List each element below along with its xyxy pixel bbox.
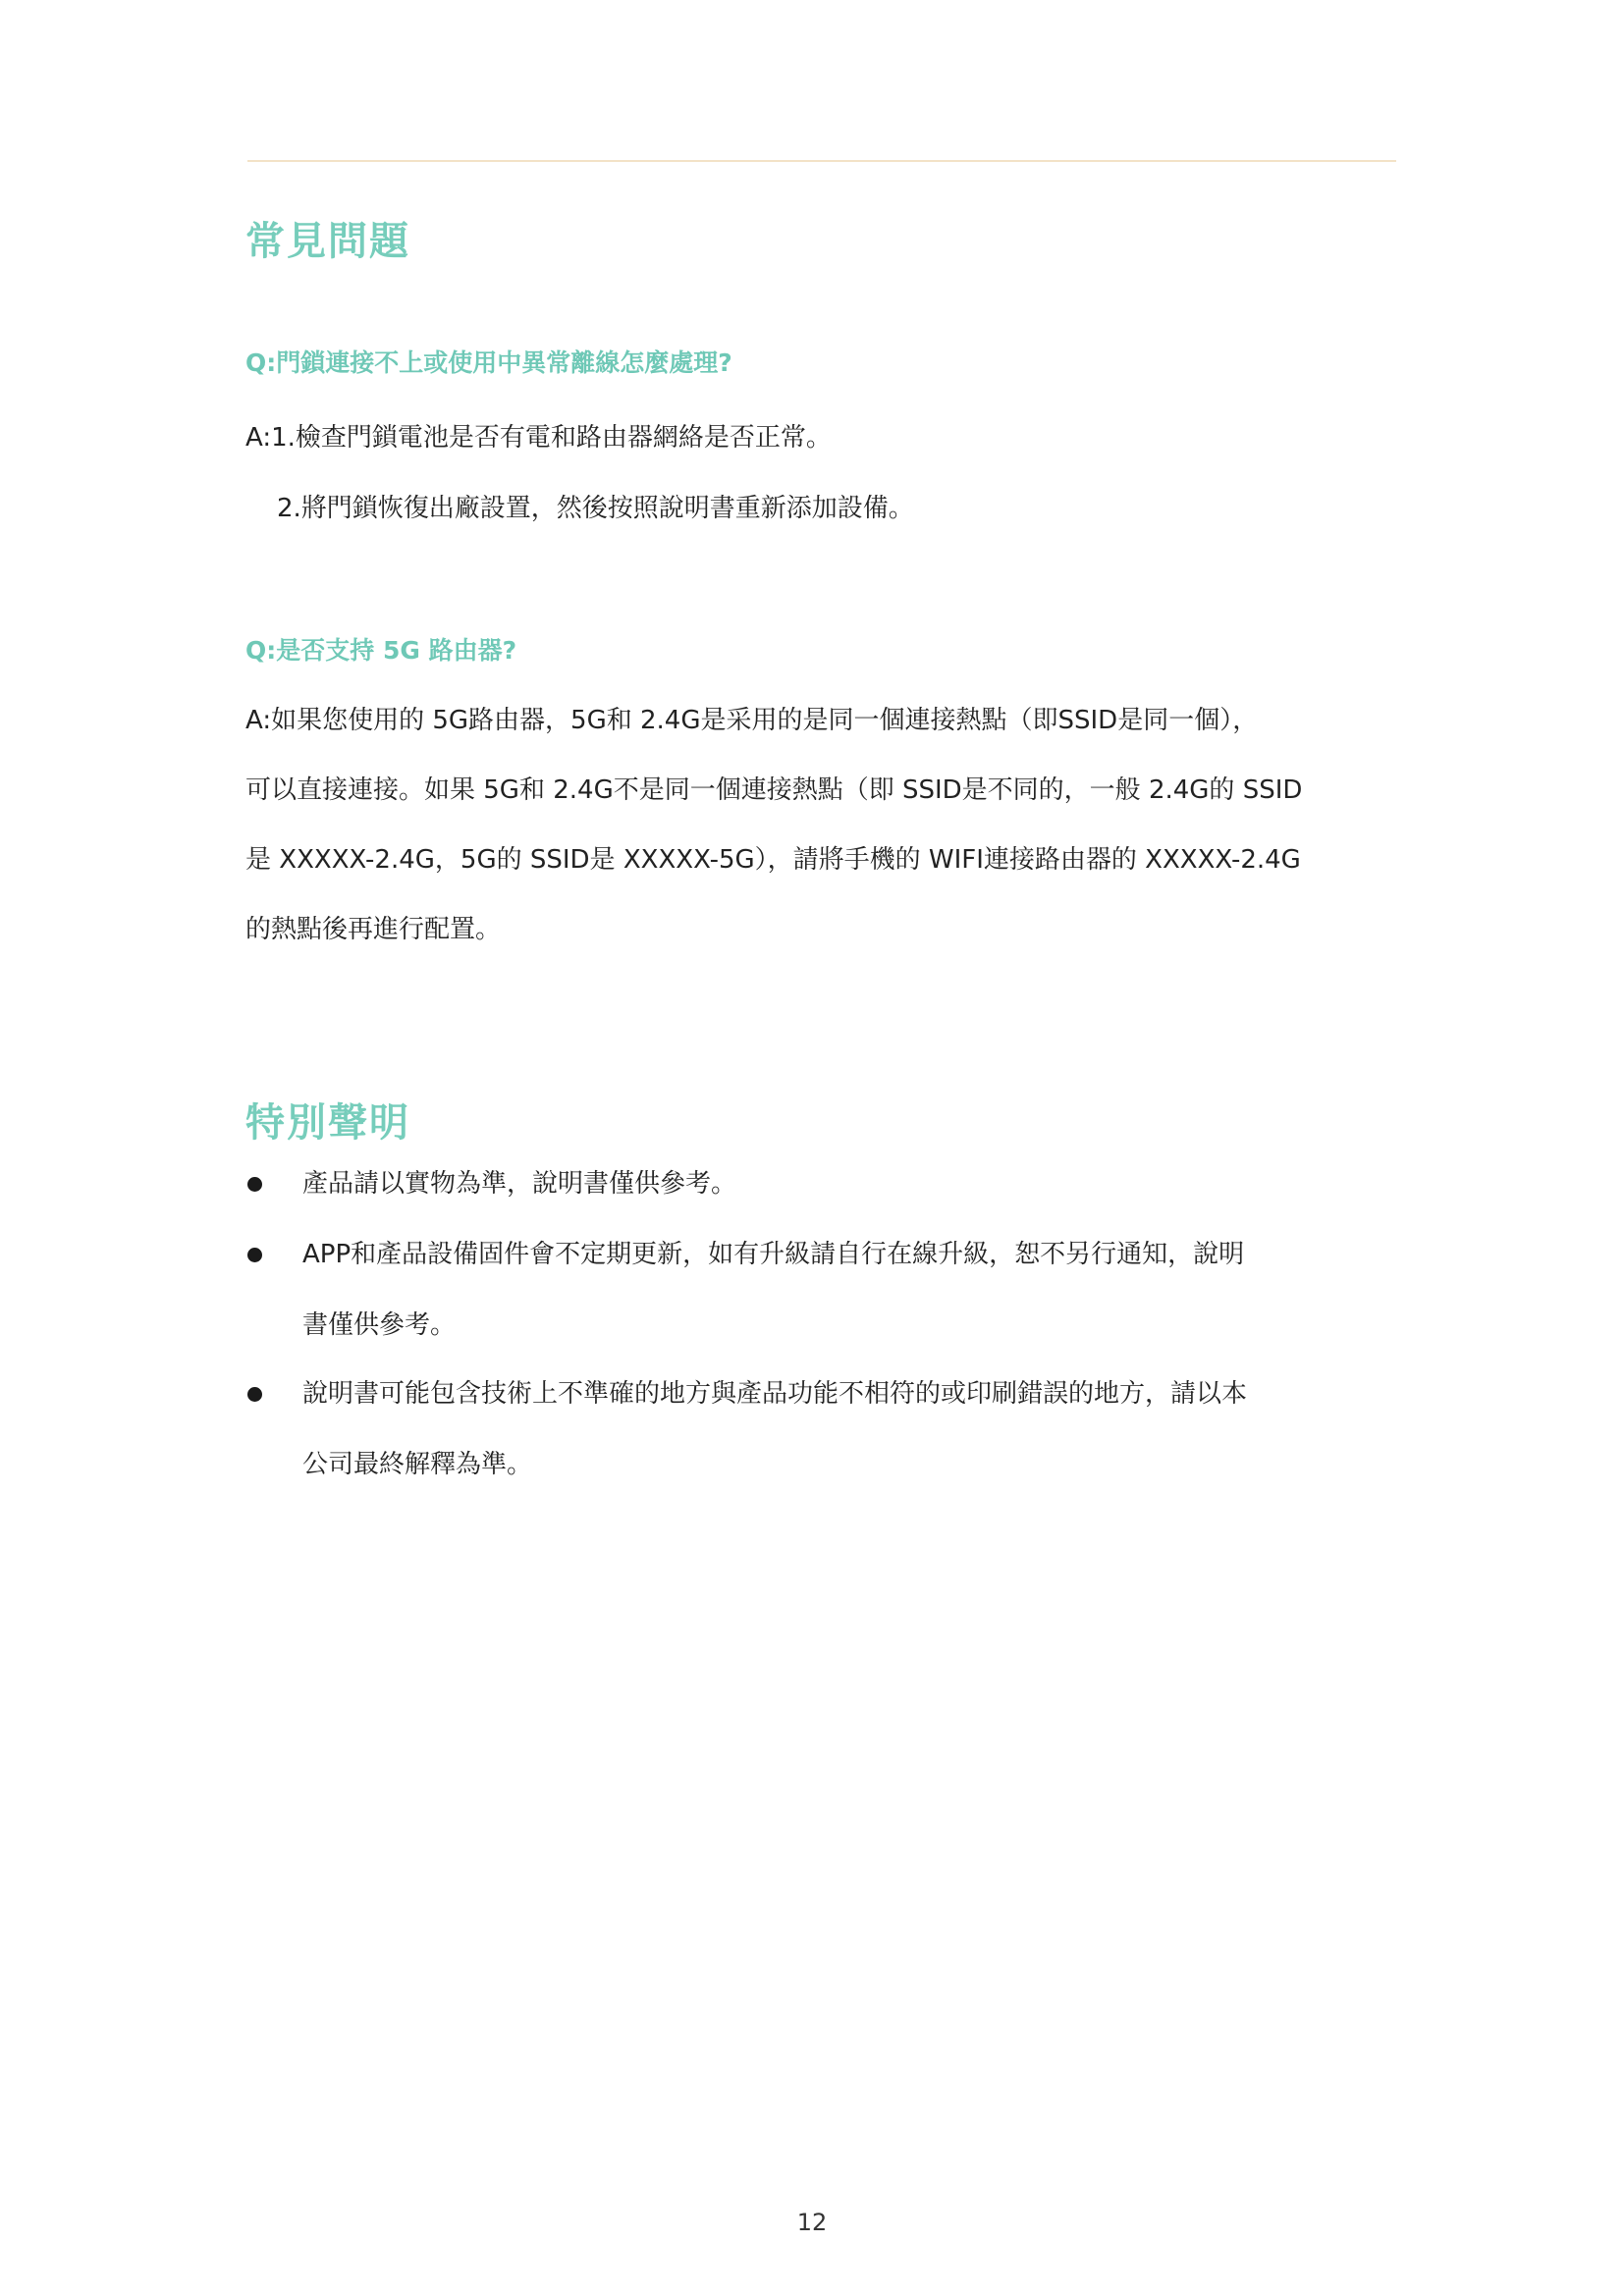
faq-answer-2-line-2: 可以直接連接。如果 5G和 2.4G不是同一個連接熱點（即 SSID是不同的，一般 2.4G的 SSID — [245, 775, 1303, 805]
disclaimer-item-3-line-1: 說明書可能包含技術上不準確的地方與產品功能不相符的或印刷錯誤的地方，請以本 — [302, 1379, 1248, 1409]
disclaimer-item-2-line-1: APP和產品設備固件會不定期更新，如有升級請自行在線升級，恕不另行通知，說明 — [302, 1240, 1245, 1269]
faq-heading: 常見問題 — [245, 219, 410, 264]
bullet-icon — [247, 1177, 262, 1192]
faq-answer-2-line-3: 是 XXXXX-2.4G，5G的 SSID是 XXXXX-5G），請將手機的 WIFI連接路由器的 XXXXX-2.4G — [245, 845, 1301, 875]
faq-answer-1-line-1: A:1.檢查門鎖電池是否有電和路由器網絡是否正常。 — [245, 423, 832, 453]
disclaimer-item-1-line-1: 產品請以實物為準，說明書僅供參考。 — [302, 1169, 737, 1199]
faq-answer-2-line-1: A:如果您使用的 5G路由器，5G和 2.4G是采用的是同一個連接熱點（即SSID是同一個）， — [245, 706, 1259, 735]
disclaimer-heading: 特別聲明 — [245, 1100, 410, 1146]
faq-question-2: Q:是否支持 5G 路由器? — [245, 636, 517, 665]
faq-answer-1-line-2: 2.將門鎖恢復出廠設置，然後按照說明書重新添加設備。 — [277, 494, 914, 523]
faq-question-1: Q:門鎖連接不上或使用中異常離線怎麼處理? — [245, 348, 732, 377]
disclaimer-item-2-line-2: 書僅供參考。 — [302, 1310, 457, 1340]
faq-answer-2-line-4: 的熱點後再進行配置。 — [245, 915, 502, 944]
bullet-icon — [247, 1387, 262, 1402]
page-number: 12 — [796, 2209, 828, 2236]
disclaimer-item-3-line-2: 公司最終解釋為準。 — [302, 1450, 533, 1479]
header-divider — [247, 160, 1396, 162]
bullet-icon — [247, 1248, 262, 1262]
